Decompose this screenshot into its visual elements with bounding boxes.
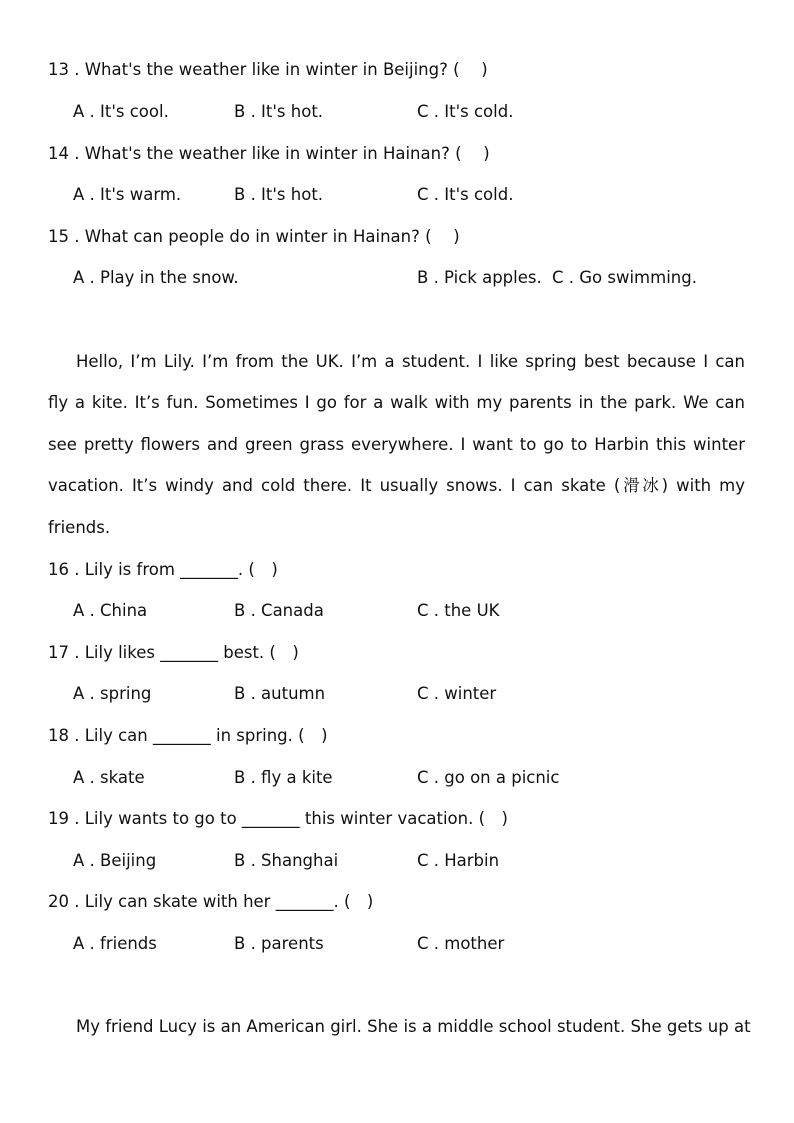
question-13-option-c: C . It's cold. bbox=[417, 102, 514, 121]
question-16-option-a: A . China bbox=[73, 601, 148, 620]
question-14-option-a: A . It's warm. bbox=[73, 185, 182, 204]
question-16-stem: 16 . Lily is from _______. ( ) bbox=[48, 560, 278, 579]
passage-lily-line: vacation. It’s windy and cold there. It usually snows. I can skate (滑冰) with my bbox=[48, 476, 745, 495]
question-18-option-b: B . fly a kite bbox=[234, 768, 333, 787]
question-20-option-a: A . friends bbox=[73, 934, 157, 953]
question-14-option-b: B . It's hot. bbox=[234, 185, 324, 204]
question-17-option-b: B . autumn bbox=[234, 684, 326, 703]
question-13-stem: 13 . What's the weather like in winter in Beijing? ( ) bbox=[48, 60, 488, 79]
question-18-option-c: C . go on a picnic bbox=[417, 768, 560, 787]
question-20-option-c: C . mother bbox=[417, 934, 505, 953]
question-19-option-c: C . Harbin bbox=[417, 851, 500, 870]
question-18-option-a: A . skate bbox=[73, 768, 145, 787]
question-15-option-a: A . Play in the snow. bbox=[73, 268, 239, 287]
question-15-option-c: C . Go swimming. bbox=[552, 268, 697, 287]
question-18-stem: 18 . Lily can _______ in spring. ( ) bbox=[48, 726, 328, 745]
question-20-stem: 20 . Lily can skate with her _______. ( ) bbox=[48, 892, 374, 911]
question-14-option-c: C . It's cold. bbox=[417, 185, 514, 204]
passage-lily-line: Hello, I’m Lily. I’m from the UK. I’m a student. I like spring best because I can bbox=[76, 352, 745, 371]
question-13-option-b: B . It's hot. bbox=[234, 102, 324, 121]
question-19-stem: 19 . Lily wants to go to _______ this winter vacation. ( ) bbox=[48, 809, 508, 828]
question-14-stem: 14 . What's the weather like in winter in Hainan? ( ) bbox=[48, 144, 490, 163]
passage-lily-line: see pretty flowers and green grass everywhere. I want to go to Harbin this winter bbox=[48, 435, 745, 454]
question-17-stem: 17 . Lily likes _______ best. ( ) bbox=[48, 643, 299, 662]
question-13-option-a: A . It's cool. bbox=[73, 102, 169, 121]
question-17-option-c: C . winter bbox=[417, 684, 497, 703]
passage-lucy-line: My friend Lucy is an American girl. She is a middle school student. She gets up at bbox=[76, 1017, 751, 1036]
question-16-option-c: C . the UK bbox=[417, 601, 500, 620]
question-16-option-b: B . Canada bbox=[234, 601, 324, 620]
question-15-stem: 15 . What can people do in winter in Hainan? ( ) bbox=[48, 227, 460, 246]
question-19-option-b: B . Shanghai bbox=[234, 851, 339, 870]
question-19-option-a: A . Beijing bbox=[73, 851, 157, 870]
question-20-option-b: B . parents bbox=[234, 934, 324, 953]
passage-lily-line: friends. bbox=[48, 518, 111, 537]
question-17-option-a: A . spring bbox=[73, 684, 152, 703]
passage-lily-line: fly a kite. It’s fun. Sometimes I go for a walk with my parents in the park. We can bbox=[48, 393, 745, 412]
question-15-option-b: B . Pick apples. bbox=[417, 268, 542, 287]
